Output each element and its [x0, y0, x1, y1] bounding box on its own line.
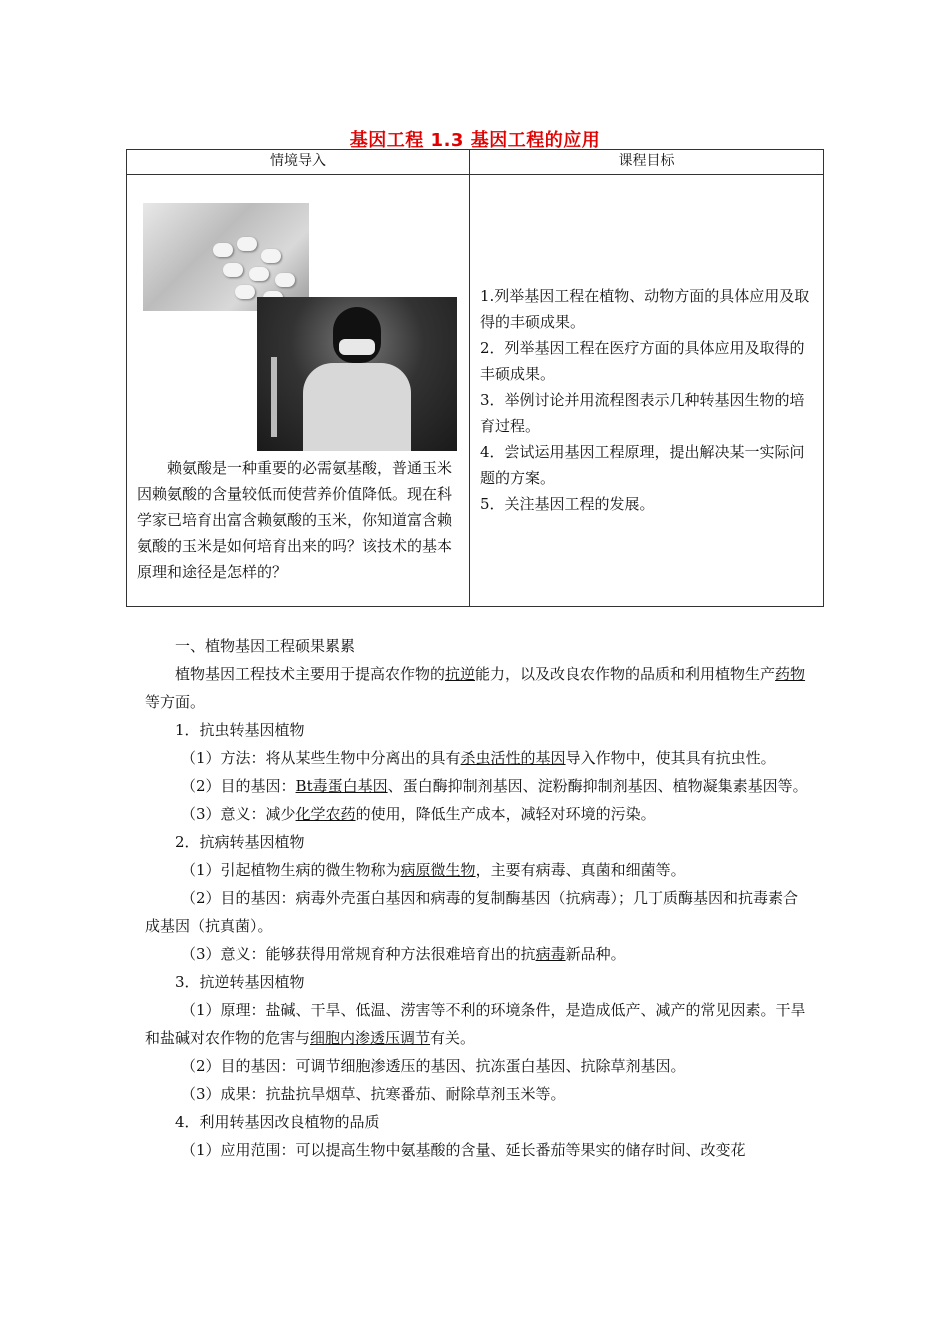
subheading: 4．利用转基因改良植物的品质 [175, 1113, 380, 1131]
paragraph: （3）成果：抗盐抗旱烟草、抗寒番茄、耐除草剂玉米等。 [181, 1085, 566, 1103]
goals-cell [469, 175, 823, 607]
paragraph: （1）引起植物生病的微生物称为病原微生物，主要有病毒、真菌和细菌等。 [181, 861, 686, 879]
paragraph: （3）意义：能够获得用常规育种方法很难培育出的抗病毒新品种。 [181, 945, 626, 963]
paragraph: （1）原理：盐碱、干旱、低温、涝害等不利的环境条件，是造成低产、减产的常见因素。干旱和盐碱对农作物的危害与细胞内渗透压调节有关。 [145, 1001, 806, 1047]
paragraph: 植物基因工程技术主要用于提高农作物的抗逆能力，以及改良农作物的品质和利用植物生产药物等方面。 [145, 665, 806, 711]
left-header: 情境导入 [127, 150, 470, 175]
scientist-image [257, 297, 457, 451]
goal-item: 2．列举基因工程在医疗方面的具体应用及取得的丰硕成果。 [479, 339, 805, 383]
paragraph: （2）目的基因：可调节细胞渗透压的基因、抗冻蛋白基因、抗除草剂基因。 [181, 1057, 686, 1075]
goal-item: 3．举例讨论并用流程图表示几种转基因生物的培育过程。 [479, 391, 805, 435]
corn-kernels-image [143, 203, 309, 311]
page-title: 基因工程 1.3 基因工程的应用 [349, 130, 601, 151]
paragraph: （1）方法：将从某些生物中分离出的具有杀虫活性的基因导入作物中，使其具有抗虫性。 [181, 749, 776, 767]
paragraph: （2）目的基因：Bt毒蛋白基因、蛋白酶抑制剂基因、淀粉酶抑制剂基因、植物凝集素基因等。 [181, 777, 808, 795]
paragraph: （3）意义：减少化学农药的使用，降低生产成本，减轻对环境的污染。 [181, 805, 656, 823]
scenario-text: 赖氨酸是一种重要的必需氨基酸，普通玉米因赖氨酸的含量较低而使营养价值降低。现在科学家已培育出富含赖氨酸的玉米，你知道富含赖氨酸的玉米是如何培育出来的吗？该技术的基本原理和途径是怎样的？ [137, 459, 453, 581]
scenario-cell [127, 175, 470, 607]
goal-item: 4．尝试运用基因工程原理，提出解决某一实际问题的方案。 [479, 443, 805, 487]
paragraph: （2）目的基因：病毒外壳蛋白基因和病毒的复制酶基因（抗病毒）；几丁质酶基因和抗毒素合成基因（抗真菌）。 [145, 889, 799, 935]
intro-table [126, 149, 824, 607]
goal-item: 5．关注基因工程的发展。 [479, 495, 655, 513]
section-heading: 一、植物基因工程硕果累累 [175, 637, 356, 655]
paragraph: （1）应用范围：可以提高生物中氨基酸的含量、延长番茄等果实的储存时间、改变花 [181, 1141, 746, 1159]
subheading: 2．抗病转基因植物 [175, 833, 305, 851]
right-header: 课程目标 [469, 150, 823, 175]
goals-list [470, 283, 823, 517]
main-body [145, 632, 810, 1164]
goal-item: 1.列举基因工程在植物、动物方面的具体应用及取得的丰硕成果。 [479, 287, 810, 331]
subheading: 3．抗逆转基因植物 [175, 973, 305, 991]
subheading: 1．抗虫转基因植物 [175, 721, 305, 739]
